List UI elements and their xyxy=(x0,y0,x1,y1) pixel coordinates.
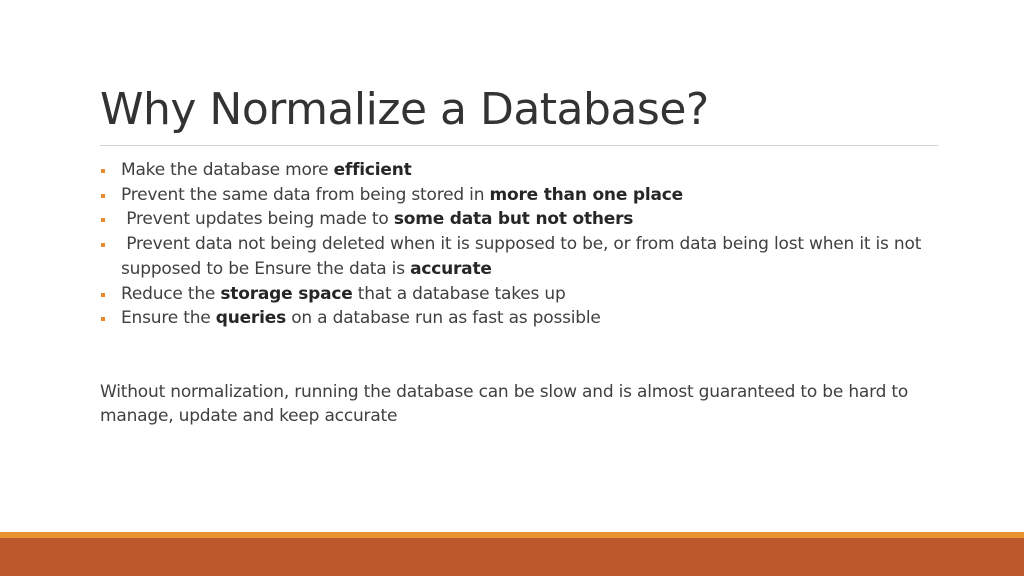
summary-paragraph: Without normalization, running the database can be slow and is almost guaranteed to be hard to manage, update and keep accurate xyxy=(100,382,909,426)
bullet-item-storage xyxy=(100,282,950,307)
bullet-text: Reduce the xyxy=(121,283,221,304)
bullet-marker-icon xyxy=(101,243,105,247)
bullet-emphasis: accurate xyxy=(410,258,492,279)
bullet-marker-icon xyxy=(101,169,105,173)
slide-title: Why Normalize a Database? xyxy=(100,84,709,135)
bullet-emphasis: storage space xyxy=(220,283,353,304)
bullet-item-updates xyxy=(100,207,950,232)
bullet-item-efficient xyxy=(100,158,950,183)
bullet-item-queries xyxy=(100,306,950,331)
bullet-list xyxy=(100,158,950,331)
bullet-emphasis: queries xyxy=(215,308,286,329)
bullet-text: Prevent data not being deleted when it is supposed to be, or from data being lost when it is not supposed to be Ensure the data is xyxy=(121,234,922,279)
title-divider xyxy=(100,145,938,146)
bullet-item-duplication xyxy=(100,183,950,208)
bullet-marker-icon xyxy=(101,293,105,297)
bullet-text: Prevent updates being made to xyxy=(121,209,394,230)
bullet-marker-icon xyxy=(101,317,105,321)
bullet-text: Ensure the xyxy=(121,308,216,329)
bullet-text: Prevent the same data from being stored in xyxy=(121,184,490,205)
footer-accent-band xyxy=(0,538,1024,576)
bullet-emphasis: more than one place xyxy=(489,184,683,205)
bullet-text-tail: on a database run as fast as possible xyxy=(286,308,601,329)
bullet-emphasis: some data but not others xyxy=(393,209,634,230)
bullet-text-tail: that a database takes up xyxy=(352,283,566,304)
bullet-item-deletion xyxy=(100,232,950,281)
bullet-text: Make the database more xyxy=(121,160,334,180)
bullet-marker-icon xyxy=(101,194,105,198)
bullet-marker-icon xyxy=(101,218,105,222)
bullet-emphasis: efficient xyxy=(333,160,412,180)
